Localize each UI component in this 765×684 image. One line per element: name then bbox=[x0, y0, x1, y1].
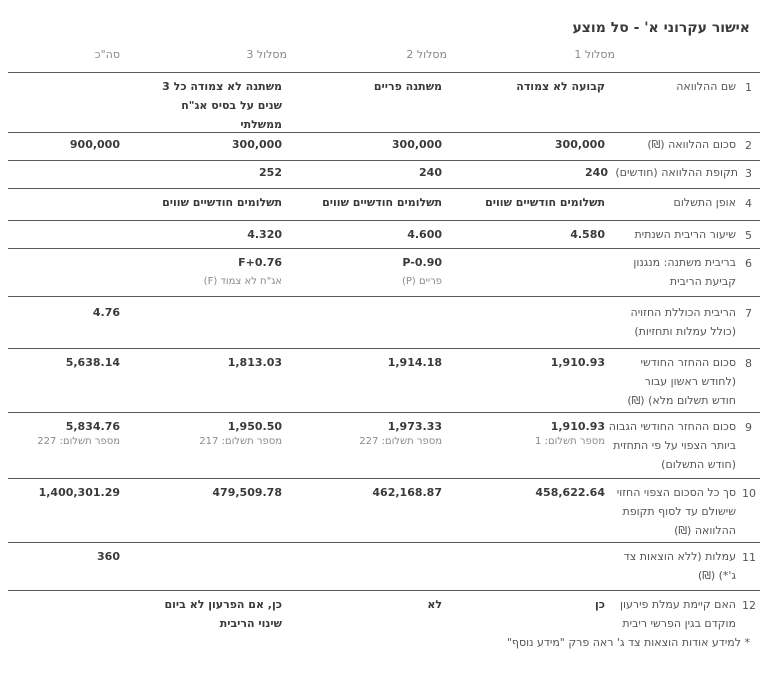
row-number: 5 bbox=[745, 229, 752, 242]
row-number: 7 bbox=[745, 307, 752, 320]
row-number: 12 bbox=[742, 599, 756, 612]
track3-subtext: אג"ח לא צמוד (F) bbox=[203, 276, 282, 287]
table-row bbox=[8, 296, 760, 349]
column-header-track2: מסלול 2 bbox=[406, 48, 447, 61]
track2-value: 462,168.87 bbox=[372, 486, 442, 499]
row-number: 9 bbox=[745, 421, 752, 434]
track1-value: כן bbox=[594, 598, 605, 611]
row-number: 10 bbox=[742, 487, 756, 500]
table-row bbox=[8, 220, 760, 249]
track2-value: תשלומים חודשיים שווים bbox=[322, 196, 442, 209]
track2-subtext: מספר תשלום: 227 bbox=[359, 436, 442, 447]
table-row bbox=[8, 188, 760, 221]
row-number: 8 bbox=[745, 357, 752, 370]
track2-value: לא bbox=[427, 598, 442, 611]
total-value: 900,000 bbox=[69, 138, 120, 151]
table-row bbox=[8, 412, 760, 479]
row-label: תקופת ההלוואה (חודשים) bbox=[615, 166, 738, 179]
track3-subtext: מספר תשלום: 217 bbox=[199, 436, 282, 447]
column-header-track1: מסלול 1 bbox=[574, 48, 615, 61]
total-value: 5,638.14 bbox=[65, 356, 120, 369]
track1-value: קבועה לא צמודה bbox=[516, 80, 605, 93]
track3-value: משתנה לא צמודה כל 3 שנים על בסיס אג"ח ממשלתי bbox=[162, 80, 282, 131]
footnote: * למידע אודות הוצאות צד ג' ראה פרק "מידע נוסף" bbox=[506, 636, 750, 649]
table-row bbox=[8, 590, 760, 633]
total-cell bbox=[15, 417, 120, 447]
row-number: 6 bbox=[745, 257, 752, 270]
track3-value: 1,950.50 bbox=[227, 420, 282, 433]
track2-value: 1,973.33 bbox=[387, 420, 442, 433]
table-row bbox=[8, 72, 760, 133]
track1-value: 1,910.93 bbox=[550, 420, 605, 433]
row-number: 3 bbox=[745, 167, 752, 180]
row-label: שיעור הריבית השנתית bbox=[634, 228, 736, 241]
track3-value: 252 bbox=[259, 166, 282, 179]
row-label: הריבית הכוללת החזויה (כולל עמלות ותחזיות) bbox=[630, 306, 736, 338]
track1-value: 300,000 bbox=[554, 138, 605, 151]
total-subtext: מספר תשלום: 227 bbox=[37, 436, 120, 447]
track1-value: 240 bbox=[585, 166, 608, 179]
table-row bbox=[8, 348, 760, 413]
document-title: אישור עקרוני א' - סל מוצע bbox=[572, 20, 750, 36]
total-value: 360 bbox=[97, 550, 120, 563]
row-number: 1 bbox=[745, 81, 752, 94]
column-header-total: סה"כ bbox=[94, 48, 120, 61]
track2-value: 1,914.18 bbox=[387, 356, 442, 369]
row-number: 4 bbox=[745, 197, 752, 210]
table-row bbox=[8, 248, 760, 297]
row-label: סכום ההחזר החודשי הגבוה ביותר הצפוי על פי התחזית (חודש התשלום) bbox=[608, 420, 736, 471]
track3-value: 4.320 bbox=[247, 228, 282, 241]
row-label: בריבית משתנה: מנגנון קביעת הריבית bbox=[633, 256, 736, 288]
row-label: עמלות (ללא הוצאות צד ג'*) (₪) bbox=[623, 550, 736, 582]
track3-cell bbox=[132, 253, 282, 287]
row-label: האם קיימת עמלת פירעון מוקדם בגין הפרשי ריבית bbox=[619, 598, 736, 630]
track1-value: 4.580 bbox=[570, 228, 605, 241]
row-label: אופן התשלום bbox=[673, 196, 736, 209]
track1-cell bbox=[465, 417, 605, 447]
track2-value: P-0.90 bbox=[402, 256, 442, 269]
table-row bbox=[8, 160, 760, 189]
column-header-track3: מסלול 3 bbox=[246, 48, 287, 61]
track3-cell bbox=[132, 417, 282, 447]
track1-subtext: מספר תשלום: 1 bbox=[535, 436, 605, 447]
total-value: 5,834.76 bbox=[65, 420, 120, 433]
row-label: סכום ההלוואה (₪) bbox=[647, 138, 736, 151]
row-number: 11 bbox=[742, 551, 756, 564]
track3-value: 479,509.78 bbox=[212, 486, 282, 499]
track2-cell bbox=[292, 253, 442, 287]
track1-value: 458,622.64 bbox=[535, 486, 605, 499]
track2-value: 4.600 bbox=[407, 228, 442, 241]
track3-value: 1,813.03 bbox=[227, 356, 282, 369]
row-label: סך כל הסכום הצפוי החזוי שישולם עד לסוף תקופת ההלוואה (₪) bbox=[616, 486, 736, 537]
track2-value: 300,000 bbox=[391, 138, 442, 151]
total-value: 4.76 bbox=[92, 306, 120, 319]
row-label: שם ההלוואה bbox=[676, 80, 736, 93]
track2-subtext: פריים (P) bbox=[401, 276, 442, 287]
table-row bbox=[8, 542, 760, 591]
track1-value: 1,910.93 bbox=[550, 356, 605, 369]
row-number: 2 bbox=[745, 139, 752, 152]
track2-cell bbox=[292, 417, 442, 447]
track3-value: כן, אם הפרעון לא ביום שינוי הריבית bbox=[164, 598, 282, 630]
table-row bbox=[8, 132, 760, 161]
track3-value: 300,000 bbox=[231, 138, 282, 151]
track2-value: 240 bbox=[419, 166, 442, 179]
track1-value: תשלומים חודשיים שווים bbox=[485, 196, 605, 209]
track2-value: משתנה פריים bbox=[373, 80, 442, 93]
track3-value: F+0.76 bbox=[238, 256, 282, 269]
row-label: סכום ההחזר החודשי (לחודש ראשון עבור חודש תשלום מלא) (₪) bbox=[627, 356, 736, 407]
total-value: 1,400,301.29 bbox=[38, 486, 120, 499]
track3-value: תשלומים חודשיים שווים bbox=[162, 196, 282, 209]
table-row bbox=[8, 478, 760, 543]
